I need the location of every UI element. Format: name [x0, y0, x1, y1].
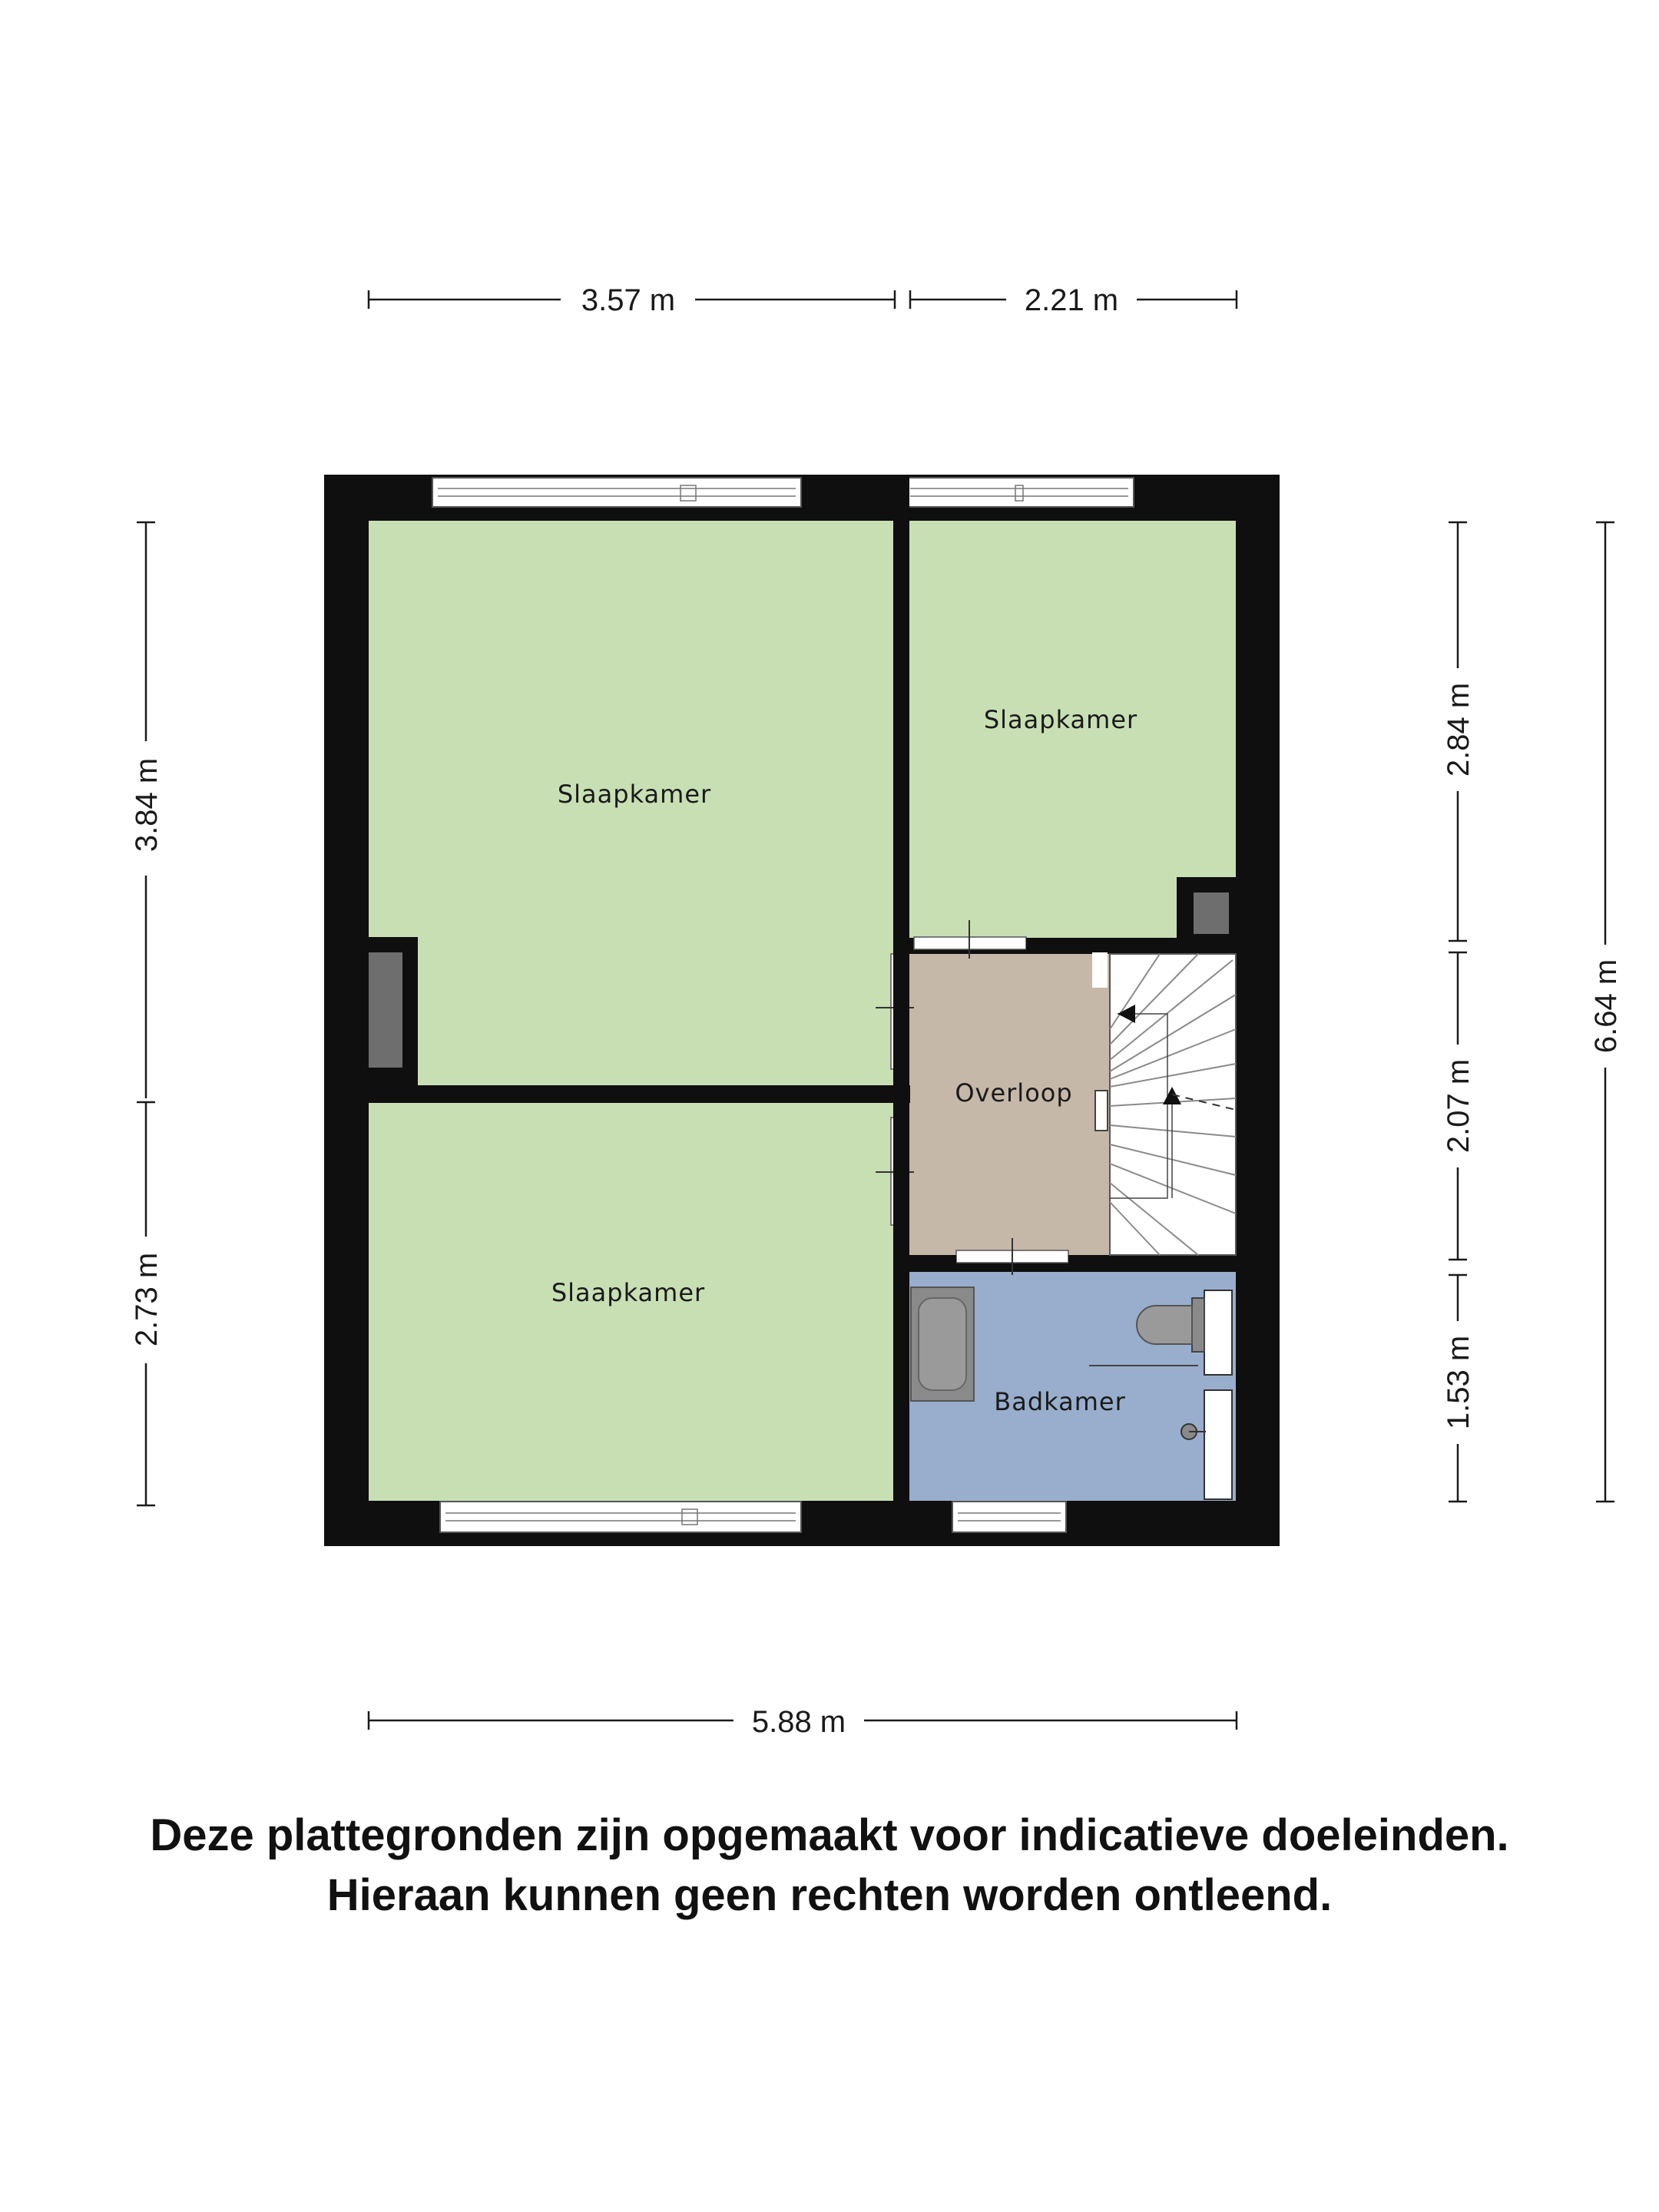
interior-wall-bedrooms — [369, 1085, 910, 1103]
dimension-right-lower — [1442, 1275, 1475, 1502]
window-top-right — [905, 478, 1134, 507]
dimension-label: 6.64 m — [1589, 959, 1623, 1054]
disclaimer-line-2: Hieraan kunnen geen rechten worden ontleend. — [326, 1870, 1333, 1920]
dimension-right-upper — [1442, 522, 1475, 941]
stair-handrail-post — [1095, 1091, 1108, 1131]
dimension-label: 2.84 m — [1442, 682, 1475, 777]
stair-post — [1092, 952, 1108, 988]
dimension-right-total — [1589, 522, 1623, 1502]
dimension-bottom-total — [369, 1705, 1237, 1739]
dimension-label: 2.21 m — [1024, 283, 1119, 317]
dimension-top-right — [910, 283, 1237, 317]
wall-fill — [909, 1257, 956, 1270]
dimension-label: 3.84 m — [130, 757, 164, 853]
dimension-label: 5.88 m — [751, 1705, 846, 1739]
room-label-bedroom-top-left: Slaapkamer — [557, 780, 712, 809]
window-top-left — [432, 478, 801, 507]
interior-wall-landing-top — [1026, 938, 1236, 954]
room-label-bedroom-top-right: Slaapkamer — [983, 705, 1138, 734]
dimension-left-lower — [130, 1102, 164, 1505]
disclaimer-line-1: Deze plattegronden zijn opgemaakt voor indicatieve doeleinden. — [150, 1810, 1509, 1860]
bathroom-cabinet-upper — [1204, 1290, 1232, 1375]
interior-wall-bathroom-top-b — [1068, 1255, 1236, 1272]
dimension-left-upper — [130, 522, 164, 1098]
interior-wall-vertical — [893, 475, 909, 1546]
closet-left — [369, 952, 402, 1068]
dimension-top-left — [369, 283, 895, 317]
closet-right — [1194, 892, 1229, 934]
dimension-right-middle — [1442, 952, 1475, 1260]
dimension-label: 2.73 m — [130, 1252, 164, 1347]
window-bottom-left — [440, 1502, 801, 1532]
dimension-label: 2.07 m — [1442, 1058, 1475, 1154]
room-label-landing: Overloop — [955, 1078, 1073, 1108]
dimension-label: 1.53 m — [1442, 1335, 1475, 1430]
window-bottom-bathroom — [952, 1502, 1066, 1532]
room-label-bathroom: Badkamer — [994, 1387, 1126, 1416]
bathtub — [911, 1287, 974, 1401]
room-label-bedroom-bottom-left: Slaapkamer — [551, 1278, 706, 1307]
bathroom-cabinet-lower — [1204, 1390, 1232, 1499]
dimension-label: 3.57 m — [581, 283, 676, 317]
